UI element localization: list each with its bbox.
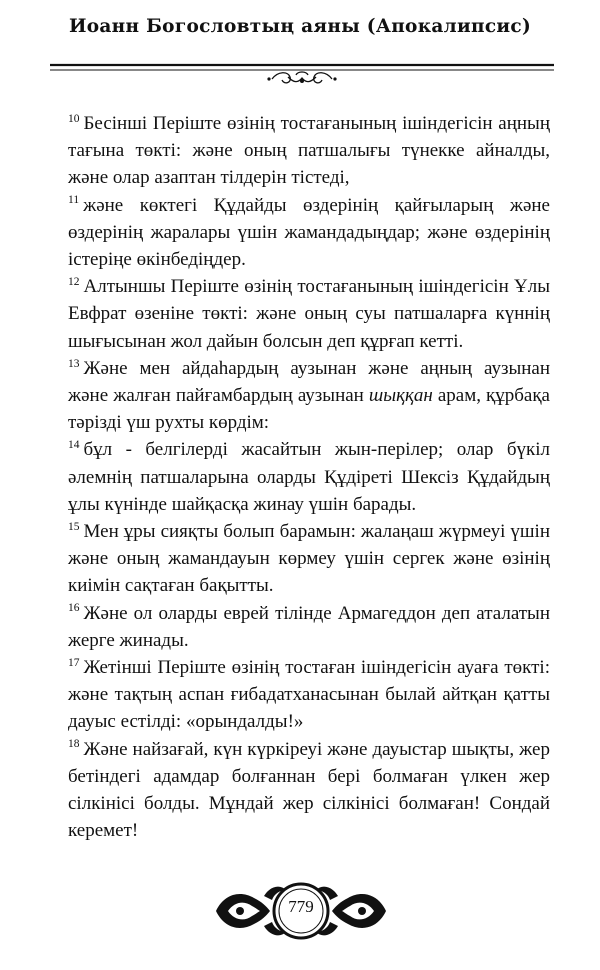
verse-number: 15 — [68, 520, 80, 533]
verse-text: Бесінші Періште өзінің тостағанының ішіндегісін аңның тағына төкті: және оның патшалығы түнекке айналды, және олар азаптан тілдерін тістеді, — [68, 113, 550, 189]
verse-number: 12 — [68, 275, 80, 288]
header-scroll-ornament-icon — [50, 55, 554, 91]
verse-10 — [68, 110, 550, 192]
verse-text: бұл - белгілерді жасайтын жын-перілер; олар бүкіл әлемнің патшаларына оларды Құдіреті Шексіз Құдайдың ұлы күнінде шайқасқа жинау үшін барады. — [68, 439, 550, 515]
verse-number: 18 — [68, 738, 80, 751]
running-head: Иоанн Богословтың аяны (Апокалипсис) — [68, 16, 532, 37]
verse-text: Және найзағай, күн күркіреуі және дауыстар шықты, жер бетіндегі адамдар болғаннан бері болмаған үлкен жер сілкінісі болды. Мұндай жер сілкінісі болмаған! Сондай керемет! — [68, 738, 550, 842]
verse-text-before: Және мен айдаһардың аузынан және аңның аузынан және жалған пайғамбардың аузынан — [68, 357, 550, 407]
verse-number: 14 — [68, 439, 80, 452]
verse-text-italic: шыққан — [368, 385, 433, 407]
verse-16 — [68, 600, 550, 654]
verse-number: 13 — [68, 357, 80, 370]
verse-text: Және ол оларды еврей тілінде Армагеддон деп аталатын жерге жинады. — [68, 602, 550, 651]
verse-text: Алтыншы Періште өзінің тостағанының ішіндегісін Ұлы Евфрат өзеніне төкті: және оның суы патшаларға күннің шығысынан жол дайын болсын деп құрғап кетті. — [68, 276, 550, 352]
verse-number: 11 — [68, 194, 80, 207]
verse-number: 10 — [68, 112, 80, 125]
verse-15 — [68, 518, 550, 600]
verse-11 — [68, 192, 550, 274]
verse-text-after: арам, құрбақа тәрізді үш рухты көрдім: — [68, 385, 550, 434]
verse-number: 17 — [68, 656, 80, 669]
verse-number: 16 — [68, 602, 80, 615]
verse-text: және көктегі Құдайды өздерінің қайғыларың және өздерінің жаралары үшін жамандадыңдар; және өздерінің істеріңе өкінбедіңдер. — [68, 194, 550, 271]
verse-13 — [68, 355, 550, 437]
verse-body — [68, 110, 550, 844]
verse-text: Мен ұры сияқты болып барамын: жалаңаш жүрмеуі үшін және оның жамандауын көрмеу үшін сергек және өзінің киімін сақтаған бақытты. — [68, 521, 550, 597]
page-number: 779 — [288, 897, 314, 916]
verse-14 — [68, 436, 550, 518]
verse-18 — [68, 736, 550, 845]
verse-12 — [68, 273, 550, 355]
verse-text: Жетінші Періште өзінің тостаған ішіндегісін ауаға төкті: және тақтың аспан ғибадатханасынан былай айтқан қатты дауыс естілді: «орындалды!» — [68, 657, 550, 733]
verse-17 — [68, 654, 550, 736]
